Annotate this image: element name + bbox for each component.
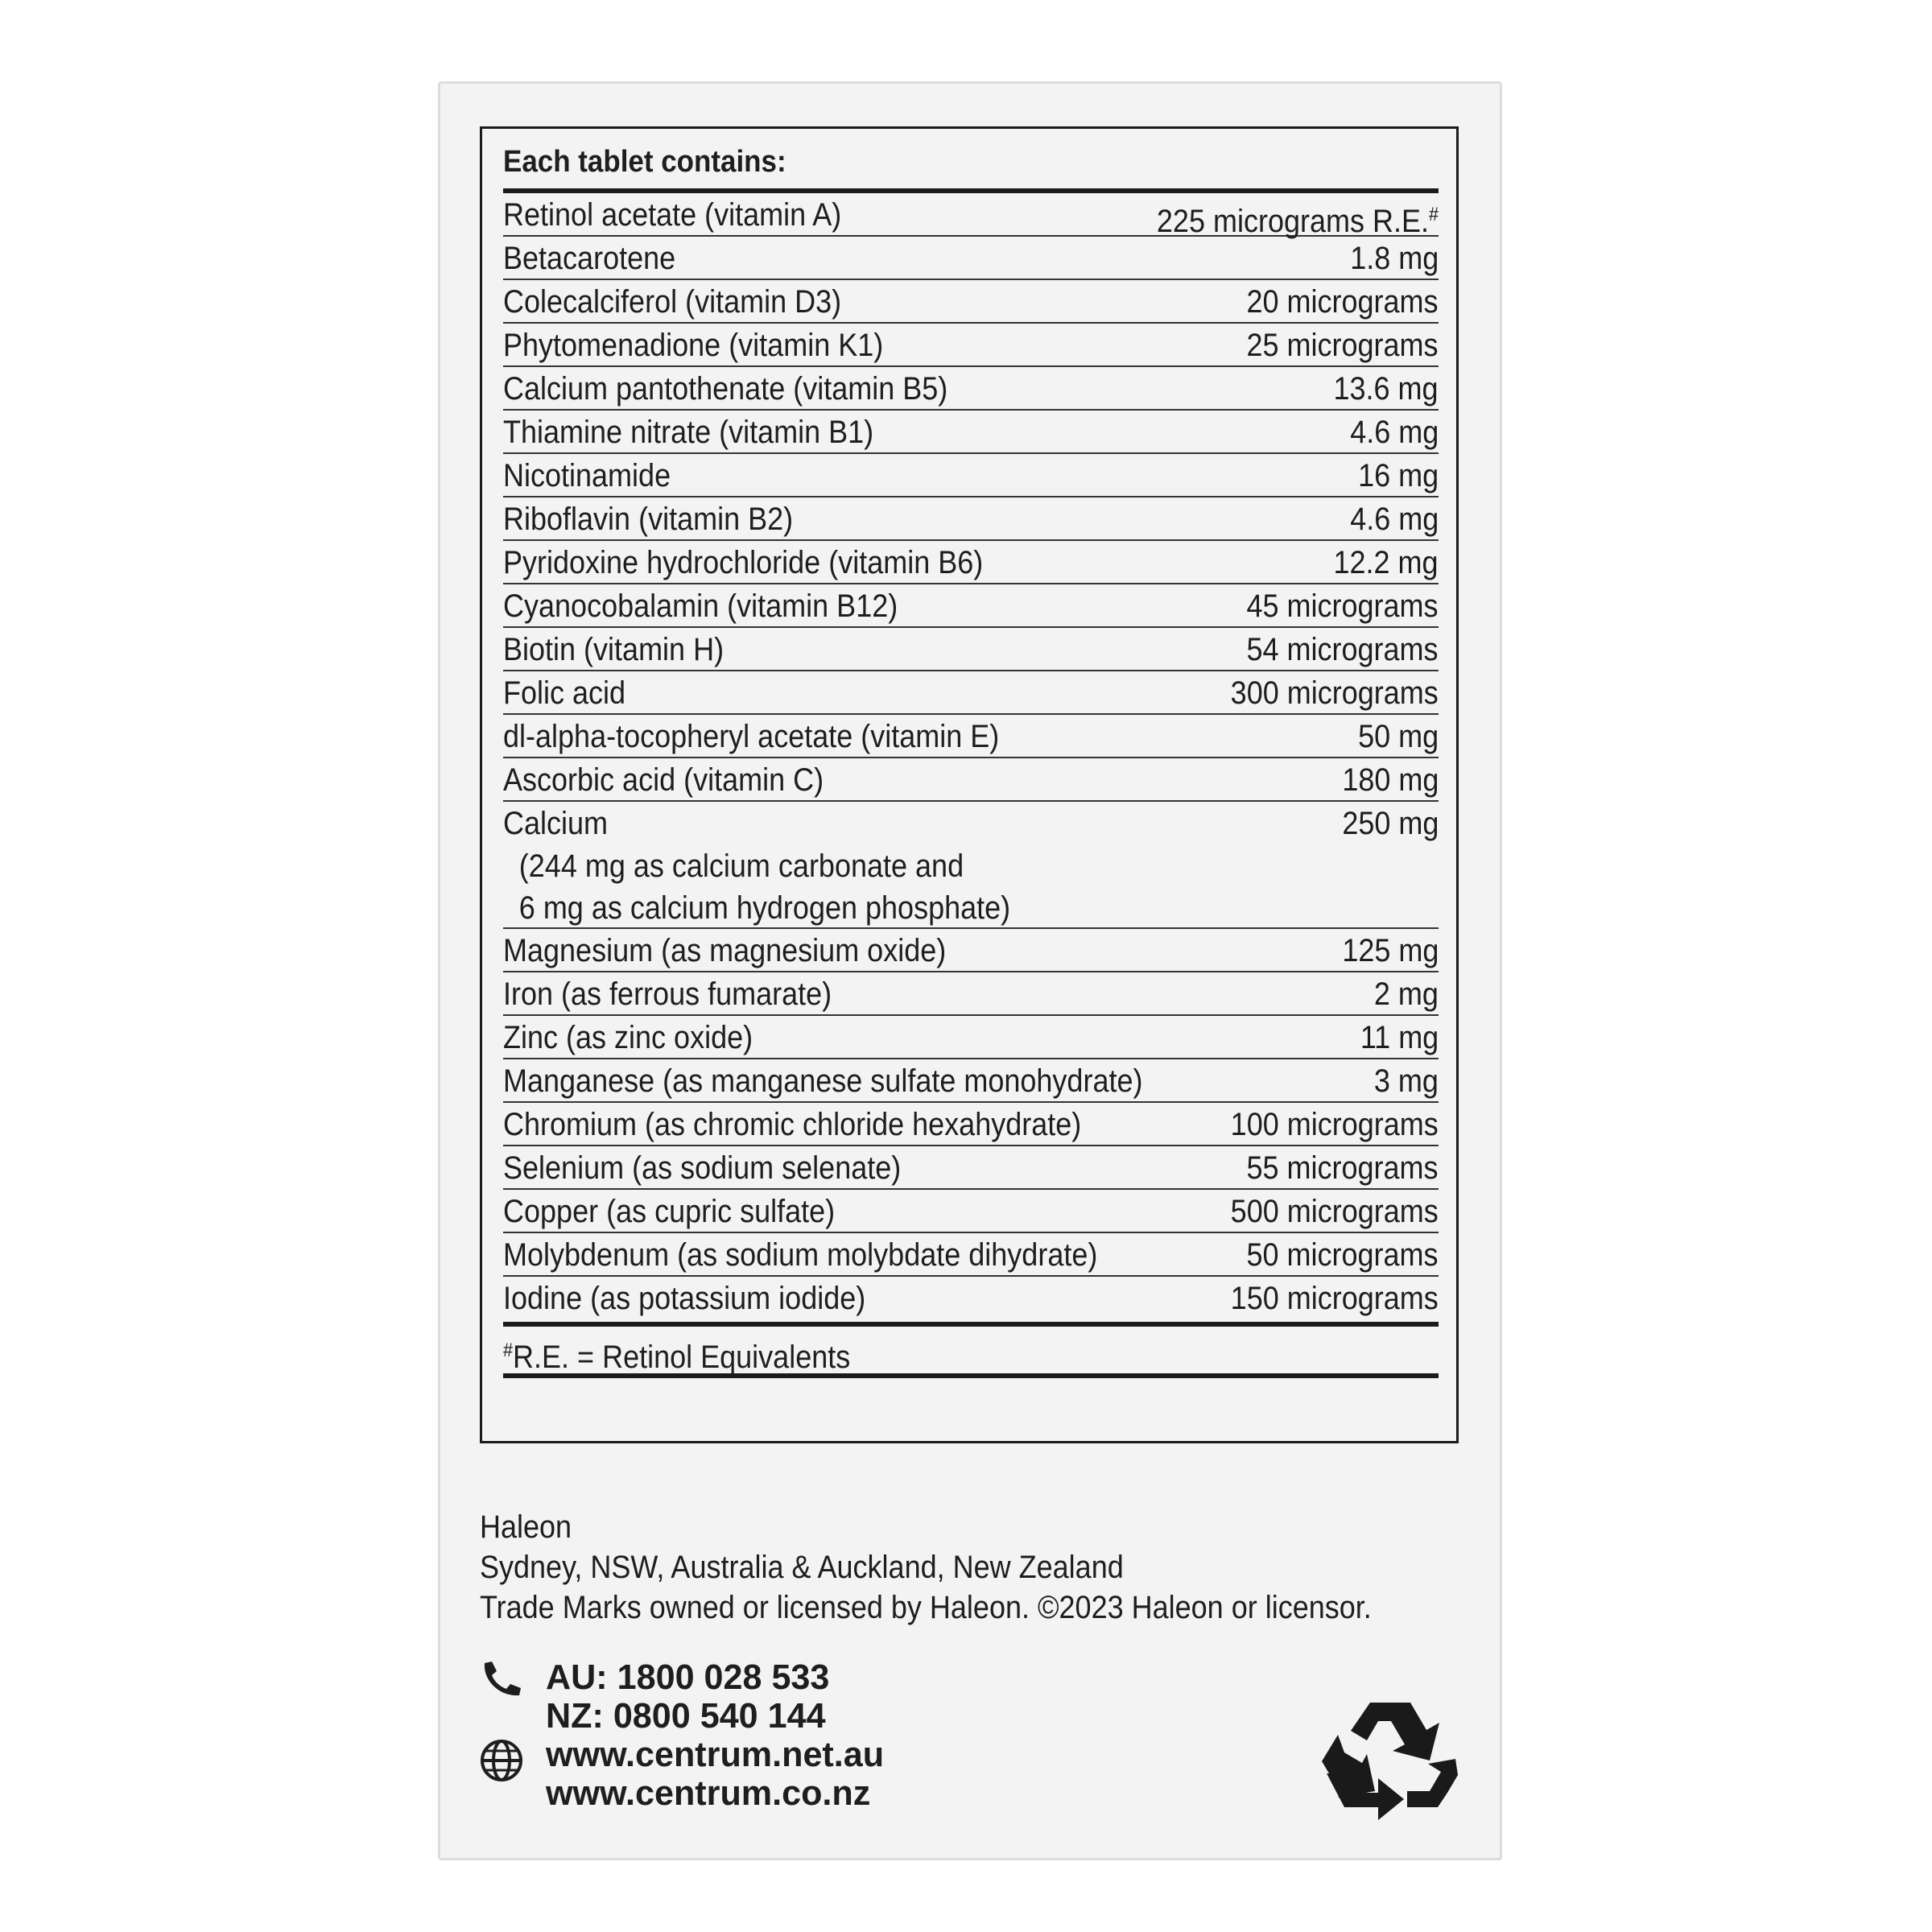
- ingredient-name-text: Retinol acetate (vitamin A): [503, 197, 842, 233]
- ingredient-name-text: Copper (as cupric sulfate): [503, 1194, 836, 1229]
- ingredient-amount: [1350, 411, 1439, 452]
- phone-nz[interactable]: NZ: 0800 540 144: [546, 1696, 826, 1736]
- ingredient-name: [503, 584, 898, 626]
- table-row: [503, 715, 1439, 758]
- table-row: [503, 454, 1439, 497]
- footnote-text: [503, 1327, 850, 1381]
- ingredient-name-text: Iodine (as potassium iodide): [503, 1281, 866, 1316]
- ingredient-name: [503, 1190, 835, 1232]
- footnote: [503, 1322, 1439, 1378]
- ingredient-amount: [1247, 280, 1439, 322]
- ingredient-name-text: Folic acid: [503, 675, 626, 711]
- amount-sup: #: [1428, 204, 1439, 225]
- web-au[interactable]: www.centrum.net.au: [546, 1735, 885, 1774]
- ingredient-name: [503, 929, 946, 971]
- ingredient-amount: [1350, 237, 1439, 279]
- ingredient-detail: (244 mg as calcium carbonate and: [518, 848, 964, 884]
- ingredient-name-text: Molybdenum (as sodium molybdate dihydrate): [503, 1237, 1098, 1273]
- ingredient-name-text: Cyanocobalamin (vitamin B12): [503, 588, 898, 624]
- ingredient-name: [503, 758, 824, 800]
- table-row: [503, 758, 1439, 802]
- ingredient-amount-text: 250 mg: [1341, 806, 1439, 841]
- ingredient-amount: [1231, 1277, 1439, 1322]
- footnote-sup: #: [503, 1340, 514, 1361]
- table-row: [503, 628, 1439, 671]
- recycle-icon: [1320, 1695, 1461, 1823]
- ingredient-amount-text: 150 micrograms: [1230, 1281, 1439, 1316]
- ingredient-amount: [1231, 671, 1439, 713]
- ingredient-amount: [1247, 628, 1439, 670]
- ingredient-amount-text: 1.8 mg: [1349, 241, 1439, 276]
- footnote-label: R.E. = Retinol Equivalents: [513, 1340, 851, 1375]
- ingredient-amount-text: 3 mg: [1373, 1063, 1439, 1099]
- table-row: [503, 1146, 1439, 1190]
- web-nz[interactable]: www.centrum.co.nz: [546, 1773, 871, 1813]
- table-row: [503, 367, 1439, 411]
- table-row: [503, 929, 1439, 972]
- ingredient-amount-text: 225 micrograms R.E.: [1156, 204, 1429, 239]
- ingredient-amount: [1334, 367, 1439, 409]
- ingredient-amount-text: 100 micrograms: [1230, 1107, 1439, 1142]
- ingredient-name-text: Colecalciferol (vitamin D3): [503, 284, 842, 320]
- ingredient-name: [503, 972, 832, 1014]
- table-row: [503, 1190, 1439, 1233]
- ingredient-name: [503, 715, 999, 757]
- ingredient-amount: [1334, 541, 1439, 583]
- ingredient-amount: [1342, 929, 1439, 971]
- table-row: [503, 497, 1439, 541]
- ingredient-amount: [1247, 1233, 1439, 1275]
- ingredient-amount: [1342, 758, 1439, 800]
- table-row: [503, 1277, 1439, 1322]
- ingredient-amount: [1360, 1016, 1439, 1058]
- ingredients-table-inner: [503, 142, 1439, 1378]
- ingredient-amount-text: 25 micrograms: [1246, 328, 1439, 363]
- ingredient-name: [503, 193, 841, 235]
- table-row: [503, 324, 1439, 367]
- ingredient-amount-text: 500 micrograms: [1230, 1194, 1439, 1229]
- ingredient-name-text: Phytomenadione (vitamin K1): [503, 328, 884, 363]
- ingredient-amount: [1247, 324, 1439, 365]
- ingredient-name: [503, 1016, 753, 1058]
- table-row: [503, 1103, 1439, 1146]
- ingredient-amount-text: 300 micrograms: [1230, 675, 1439, 711]
- table-row: [503, 280, 1439, 324]
- ingredient-name-text: Manganese (as manganese sulfate monohydrate): [503, 1063, 1143, 1099]
- table-row: [503, 1233, 1439, 1277]
- table-row: [503, 541, 1439, 584]
- ingredient-amount-text: 11 mg: [1360, 1020, 1439, 1055]
- ingredient-name: [503, 1146, 901, 1188]
- ingredient-name: [503, 1233, 1097, 1275]
- ingredient-name-text: Chromium (as chromic chloride hexahydrate): [503, 1107, 1082, 1142]
- ingredient-name: [503, 497, 793, 539]
- table-row: [503, 411, 1439, 454]
- phone-icon: [480, 1660, 523, 1705]
- ingredient-name-text: Nicotinamide: [503, 458, 671, 493]
- ingredient-name: [503, 237, 675, 279]
- ingredient-amount-text: 4.6 mg: [1349, 415, 1439, 450]
- ingredient-name-text: Biotin (vitamin H): [503, 632, 724, 667]
- phone-au[interactable]: AU: 1800 028 533: [546, 1657, 830, 1697]
- ingredient-name-text: Zinc (as zinc oxide): [503, 1020, 753, 1055]
- ingredient-name: [503, 367, 947, 409]
- ingredient-amount-text: 50 mg: [1357, 719, 1439, 754]
- trademark-notice: Trade Marks owned or licensed by Haleon. ©2023 Haleon or licensor.: [480, 1590, 1372, 1625]
- ingredient-amount: [1231, 1103, 1439, 1145]
- company-address: Sydney, NSW, Australia & Auckland, New Zealand: [480, 1550, 1124, 1585]
- table-row: [503, 1016, 1439, 1059]
- ingredient-name: [503, 454, 671, 496]
- ingredient-amount: [1231, 1190, 1439, 1232]
- ingredient-amount: [1247, 1146, 1439, 1188]
- ingredient-amount: [1358, 715, 1439, 757]
- ingredient-amount-text: 45 micrograms: [1246, 588, 1439, 624]
- ingredient-amount-text: 55 micrograms: [1246, 1150, 1439, 1186]
- ingredient-amount-text: 12.2 mg: [1333, 545, 1439, 580]
- ingredient-name: [503, 802, 1010, 927]
- ingredient-amount: [1247, 584, 1439, 626]
- ingredient-name: [503, 628, 724, 670]
- ingredients-table: [480, 126, 1459, 1443]
- ingredient-name-text: Magnesium (as magnesium oxide): [503, 933, 947, 968]
- ingredient-amount-text: 2 mg: [1373, 976, 1439, 1012]
- ingredient-amount-text: 16 mg: [1357, 458, 1439, 493]
- ingredient-amount-text: 4.6 mg: [1349, 502, 1439, 537]
- ingredient-name-text: Calcium pantothenate (vitamin B5): [503, 371, 948, 407]
- ingredient-amount: [1374, 972, 1439, 1014]
- ingredient-name-text: Riboflavin (vitamin B2): [503, 502, 794, 537]
- ingredient-name-text: Thiamine nitrate (vitamin B1): [503, 415, 874, 450]
- ingredient-amount: [1342, 802, 1439, 927]
- globe-icon: [480, 1739, 523, 1790]
- ingredient-name: [503, 280, 841, 322]
- ingredient-name-text: Ascorbic acid (vitamin C): [503, 762, 824, 798]
- ingredient-name-text: Pyridoxine hydrochloride (vitamin B6): [503, 545, 984, 580]
- ingredient-amount: [1374, 1059, 1439, 1101]
- ingredient-rows: [503, 193, 1439, 1322]
- ingredient-detail: 6 mg as calcium hydrogen phosphate): [518, 890, 1011, 926]
- table-row: [503, 584, 1439, 628]
- ingredient-name-text: dl-alpha-tocopheryl acetate (vitamin E): [503, 719, 1000, 754]
- ingredient-name-text: Iron (as ferrous fumarate): [503, 976, 832, 1012]
- table-row: [503, 802, 1439, 929]
- ingredient-amount: [1350, 497, 1439, 539]
- ingredient-name: [503, 324, 883, 365]
- table-row: [503, 671, 1439, 715]
- table-row: [503, 193, 1439, 237]
- ingredient-name-text: Selenium (as sodium selenate): [503, 1150, 902, 1186]
- table-row: [503, 972, 1439, 1016]
- ingredient-name-text: Calcium: [503, 806, 609, 841]
- ingredient-amount-text: 20 micrograms: [1246, 284, 1439, 320]
- ingredient-name: [503, 411, 873, 452]
- company-info: [480, 1507, 1471, 1628]
- ingredient-name: [503, 1103, 1081, 1145]
- ingredient-name: [503, 1059, 1142, 1101]
- table-row: [503, 237, 1439, 280]
- company-name: Haleon: [480, 1509, 572, 1545]
- table-title: Each tablet contains:: [503, 145, 786, 179]
- ingredient-amount-text: 125 mg: [1341, 933, 1439, 968]
- ingredient-amount-text: 50 micrograms: [1246, 1237, 1439, 1273]
- table-row: [503, 1059, 1439, 1103]
- ingredient-amount-text: 54 micrograms: [1246, 632, 1439, 667]
- ingredient-amount-text: 13.6 mg: [1333, 371, 1439, 407]
- ingredient-amount: [1156, 193, 1439, 239]
- ingredient-name: [503, 1277, 865, 1322]
- ingredient-name: [503, 671, 625, 713]
- ingredient-name-text: Betacarotene: [503, 241, 676, 276]
- ingredient-amount: [1358, 454, 1439, 496]
- ingredient-amount-text: 180 mg: [1341, 762, 1439, 798]
- ingredient-name: [503, 541, 983, 583]
